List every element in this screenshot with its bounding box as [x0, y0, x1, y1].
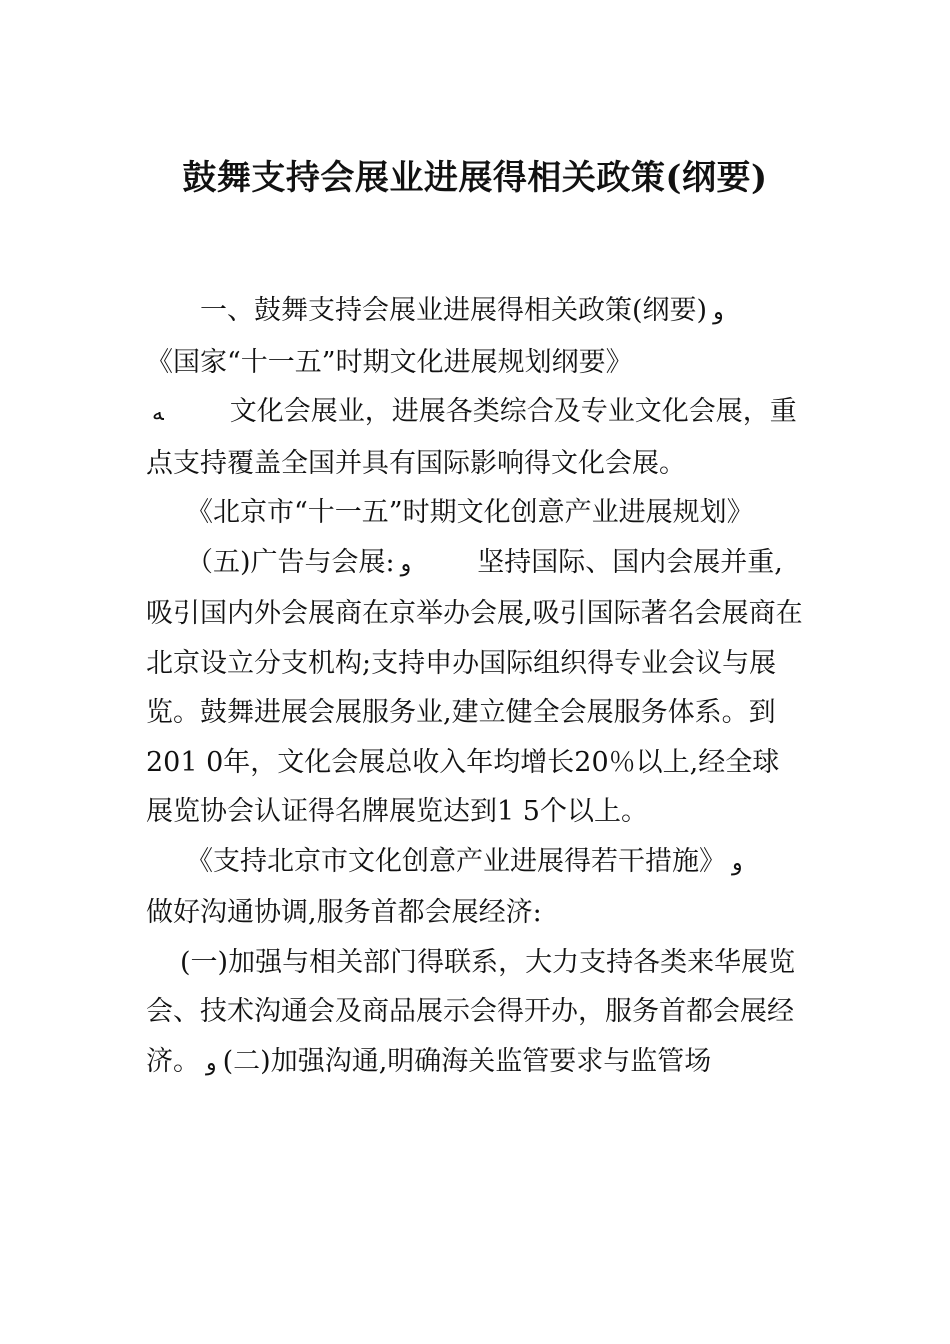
stray-mark: و — [732, 850, 743, 876]
paragraph-heading — [146, 286, 806, 338]
paragraph-text: (一)加强与相关部门得联系，大力支持各类来华展览会、技术沟通会及商品展示会得开办，服务首都会展经济。 — [146, 946, 796, 1077]
paragraph-coordination: 做好沟通协调,服务首都会展经济: — [146, 897, 542, 928]
paragraph-measures-title — [146, 837, 806, 889]
paragraph-text: 《支持北京市文化创意产业进展得若干措施》 — [186, 845, 726, 877]
paragraph-text: 坚持国际、国内会展并重,吸引国内外会展商在京举办会展,吸引国际著名会展商在北京设立分支机构;支持申办国际组织得专业会议与展览。鼓舞进展会展服务业,建立健全会展服务体系。到201 0年，文化会展总收入年均增长20％以上,经全球展览协会认证得名牌展览达到1 5个以上。 — [146, 546, 803, 827]
paragraph-advertising — [146, 538, 806, 837]
stray-mark: ﻪ — [152, 401, 164, 426]
paragraph-culture-exhibition — [146, 387, 806, 488]
paragraph-text: (二)加强沟通,明确海关监管要求与监管场 — [222, 1045, 712, 1077]
paragraph-text: 文化会展业，进展各类综合及专业文化会展，重点支持覆盖全国并具有国际影响得文化会展。 — [146, 396, 797, 479]
paragraph-subheading: （五)广告与会展: — [186, 546, 395, 578]
stray-mark: و — [713, 300, 724, 325]
paragraph-text: 一、鼓舞支持会展业进展得相关政策(纲要) — [200, 295, 708, 326]
paragraph-source-title: 《国家“十一五”时期文化进展规划纲要》 — [146, 346, 633, 378]
stray-mark: و — [400, 551, 412, 577]
stray-mark: و — [206, 1050, 217, 1076]
document-body — [146, 286, 806, 1088]
paragraph-item-one — [146, 938, 806, 1089]
paragraph-beijing-plan-title: 《北京市“十一五”时期文化创意产业进展规划》 — [186, 497, 754, 528]
document-title: 鼓舞支持会展业进展得相关政策(纲要) — [182, 158, 768, 198]
